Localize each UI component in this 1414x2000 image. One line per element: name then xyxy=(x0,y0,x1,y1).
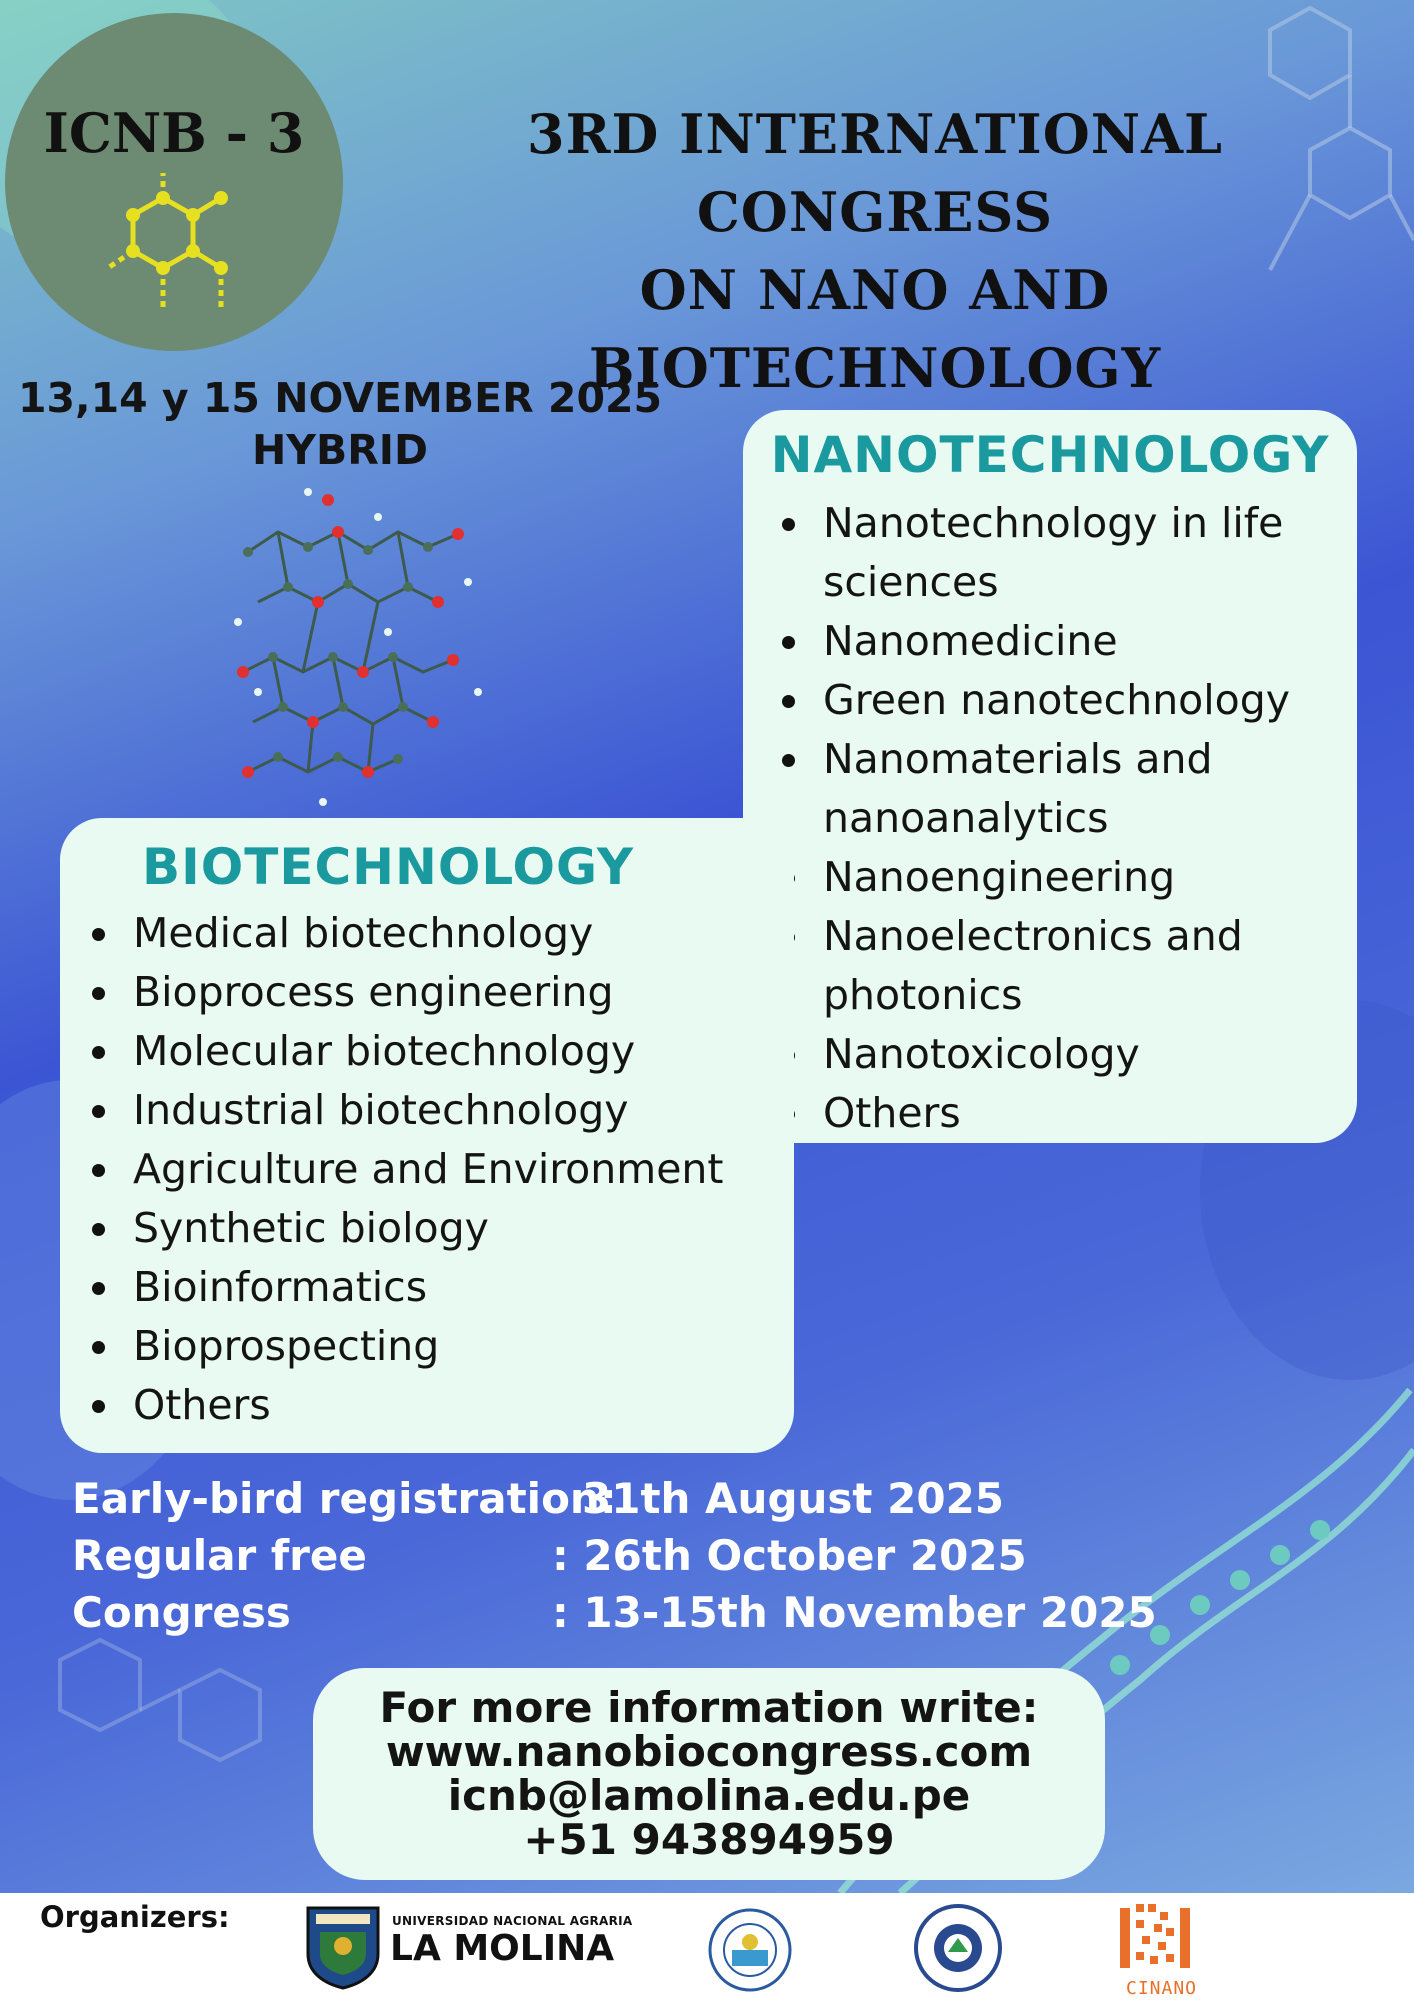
list-item: Nanomedicine xyxy=(776,612,1336,671)
la-molina-round-seal-logo xyxy=(912,1900,1004,1998)
email-link[interactable]: icnb@lamolina.edu.pe xyxy=(447,1771,971,1820)
deadline-value: : 26th October 2025 xyxy=(552,1531,1027,1580)
event-dates xyxy=(0,372,680,476)
university-name-big: LA MOLINA xyxy=(390,1928,615,1969)
nanotechnology-topic-list xyxy=(776,494,1336,1143)
deadline-row xyxy=(72,1527,1072,1584)
phone-number: +51 943894959 xyxy=(523,1815,895,1864)
date-range: 13,14 y 15 NOVEMBER 2025 xyxy=(17,374,663,422)
deadline-value: 31th August 2025 xyxy=(582,1474,1005,1523)
university-name-small: UNIVERSIDAD NACIONAL AGRARIA xyxy=(392,1914,633,1928)
biotechnology-card xyxy=(60,818,794,1453)
molecule-hexagon-icon xyxy=(103,173,243,313)
badge-title: ICNB - 3 xyxy=(43,101,305,165)
nanotechnology-card xyxy=(743,410,1357,1143)
deadline-row xyxy=(72,1470,1072,1527)
title-line-1: 3RD INTERNATIONAL CONGRESS xyxy=(527,102,1223,244)
event-badge xyxy=(5,13,343,351)
registration-deadlines xyxy=(72,1470,1157,1641)
deadline-label: Regular free xyxy=(72,1531,367,1580)
deadline-label: Early-bird registration: xyxy=(72,1474,617,1523)
title-line-2: ON NANO AND BIOTECHNOLOGY xyxy=(588,258,1162,400)
cinano-text: CINANO xyxy=(1126,1978,1198,1999)
list-item: Medical biotechnology xyxy=(86,904,786,963)
list-item: Bioinformatics xyxy=(86,1258,786,1317)
biotechnology-heading: BIOTECHNOLOGY xyxy=(142,838,635,896)
contact-info-box xyxy=(313,1668,1105,1880)
list-item: Nanomaterials and nanoanalytics xyxy=(776,730,1336,848)
contact-heading: For more information write: xyxy=(379,1683,1039,1732)
list-item: Molecular biotechnology xyxy=(86,1022,786,1081)
list-item: Others xyxy=(776,1084,1336,1143)
list-item: Nanotechnology in life sciences xyxy=(776,494,1336,612)
deadline-label: Congress xyxy=(72,1588,291,1637)
list-item: Agriculture and Environment xyxy=(86,1140,786,1199)
website-link[interactable]: www.nanobiocongress.com xyxy=(385,1727,1033,1776)
list-item: Nanoengineering xyxy=(776,848,1336,907)
list-item: Nanoelectronics and photonics xyxy=(776,907,1336,1025)
nanotechnology-heading: NANOTECHNOLOGY xyxy=(770,426,1330,484)
faculty-seal-logo xyxy=(706,1906,794,1994)
list-item: Industrial biotechnology xyxy=(86,1081,786,1140)
biotechnology-topic-list xyxy=(86,904,786,1435)
deadline-row xyxy=(72,1584,1157,1641)
event-mode: HYBRID xyxy=(251,426,429,474)
list-item: Bioprospecting xyxy=(86,1317,786,1376)
list-item: Synthetic biology xyxy=(86,1199,786,1258)
list-item: Nanotoxicology xyxy=(776,1025,1336,1084)
congress-title xyxy=(355,95,1395,407)
list-item: Green nanotechnology xyxy=(776,671,1336,730)
deadline-value: : 13-15th November 2025 xyxy=(552,1588,1157,1637)
organizers-label: Organizers: xyxy=(40,1900,230,1934)
la-molina-crest-logo xyxy=(302,1902,384,1990)
cinano-logo xyxy=(1114,1898,1196,1976)
graphene-molecule-icon xyxy=(228,472,498,812)
list-item: Others xyxy=(86,1376,786,1435)
list-item: Bioprocess engineering xyxy=(86,963,786,1022)
